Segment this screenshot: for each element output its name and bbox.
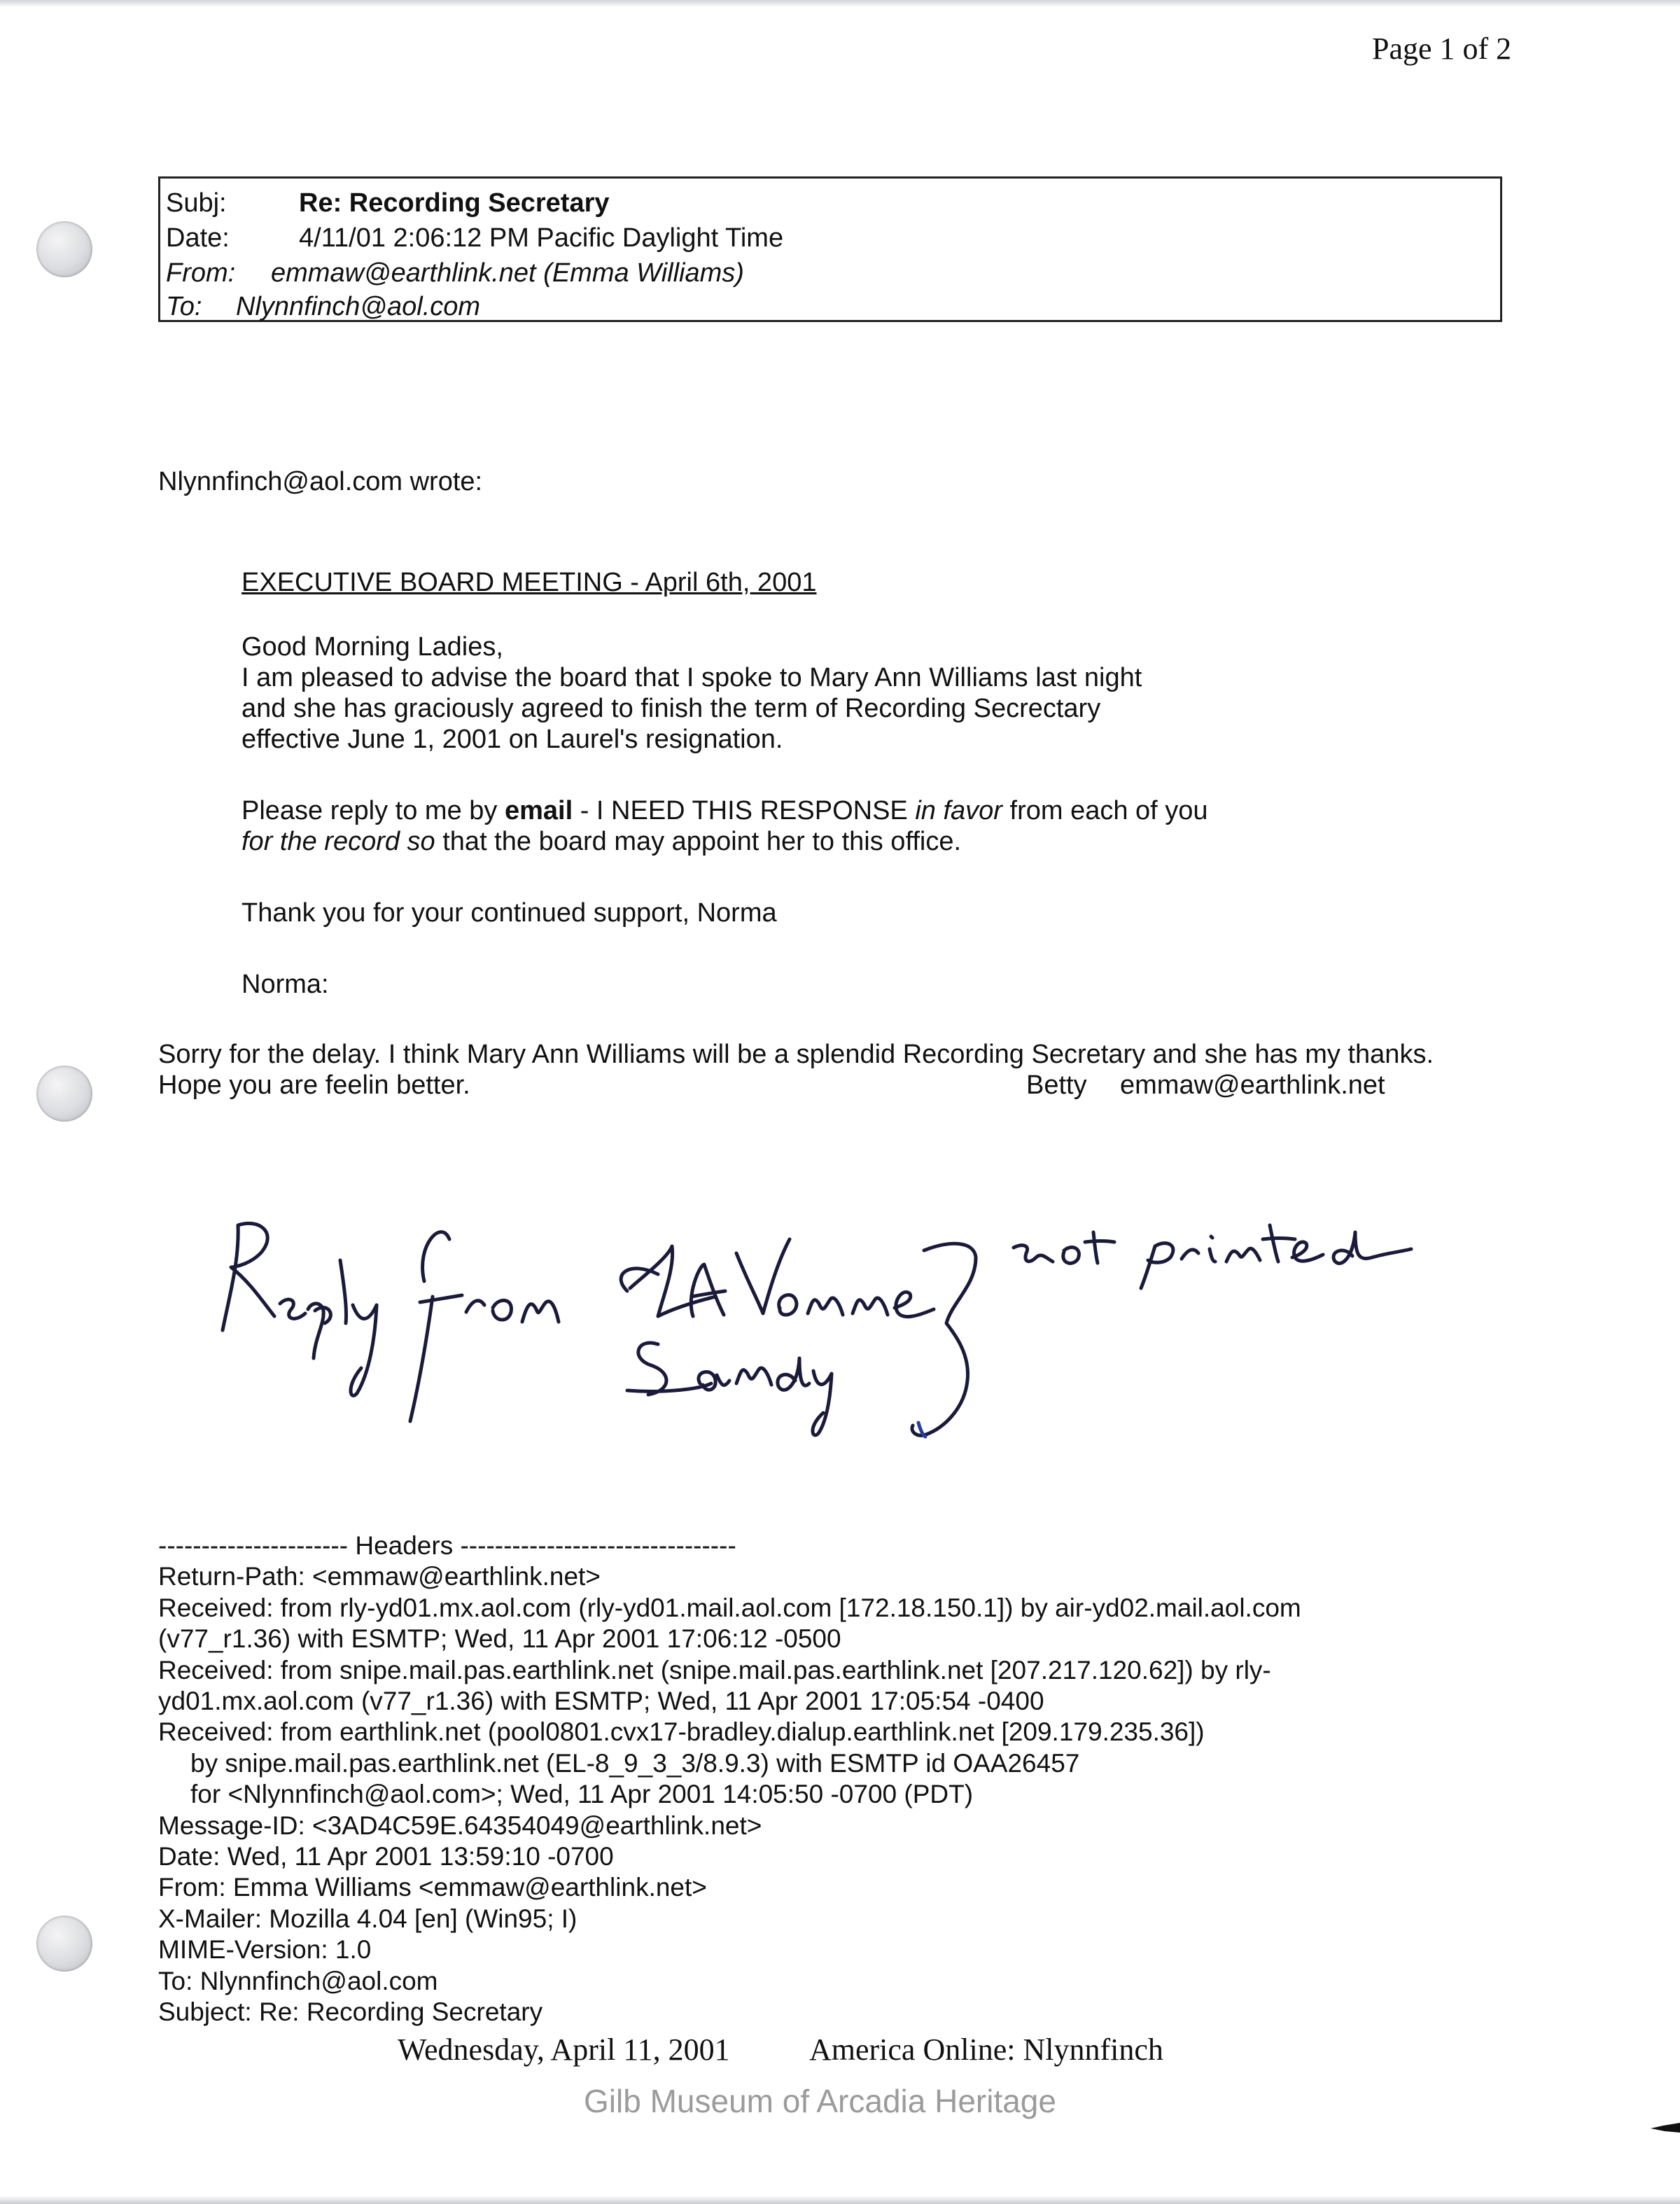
reply-signer-email: emmaw@earthlink.net (1120, 1070, 1385, 1100)
to-label: To: (166, 292, 202, 321)
from-value: emmaw@earthlink.net (Emma Williams) (271, 258, 744, 288)
para2-text-e: from each of you (1002, 796, 1208, 825)
header-received-3b: by snipe.mail.pas.earthlink.net (EL-8_9_3_3/8.9.3) with ESMTP id OAA26457 (190, 1748, 1080, 1778)
thanks-line: Thank you for your continued support, Norma (241, 898, 777, 928)
header-date: Date: Wed, 11 Apr 2001 13:59:10 -0700 (158, 1842, 614, 1871)
to-row (166, 292, 480, 322)
para2-text-g: that the board may appoint her to this office. (435, 827, 962, 856)
subject-label: Subj: (166, 188, 227, 218)
handwritten-note (210, 1218, 1442, 1456)
from-row (166, 258, 744, 288)
greeting: Good Morning Ladies, (241, 632, 503, 662)
header-from: From: Emma Williams <emmaw@earthlink.net> (158, 1873, 707, 1902)
date-row (166, 223, 783, 253)
header-received-1a: Received: from rly-yd01.mx.aol.com (rly-yd01.mail.aol.com [172.18.150.1]) by air-yd02.mail.aol.com (158, 1593, 1301, 1622)
para1-line1: I am pleased to advise the board that I spoke to Mary Ann Williams last night (241, 663, 1142, 692)
reply-signer: Betty (1026, 1070, 1087, 1100)
footer-date: Wednesday, April 11, 2001 (398, 2032, 730, 2067)
para2-line1 (241, 795, 1208, 826)
punch-hole-bottom (36, 1916, 92, 1972)
header-subject: Subject: Re: Recording Secretary (158, 1997, 543, 2027)
scan-top-edge (0, 0, 1680, 7)
punch-hole-middle (36, 1066, 92, 1122)
scan-bottom-edge (0, 2196, 1680, 2204)
header-received-3a: Received: from earthlink.net (pool0801.cvx17-bradley.dialup.earthlink.net [209.179.235.36]) (158, 1717, 1205, 1747)
quote-intro: Nlynnfinch@aol.com wrote: (158, 467, 483, 496)
raw-email-headers (158, 1530, 1301, 2028)
para2-in-favor: in favor (915, 796, 1002, 825)
scan-edge-mark (1649, 2121, 1680, 2134)
salutation: Norma: (241, 970, 329, 999)
reply-line2: Hope you are feelin better. (158, 1070, 470, 1100)
para1-line3: effective June 1, 2001 on Laurel's resignation. (241, 725, 783, 754)
header-message-id: Message-ID: <3AD4C59E.64354049@earthlink.net> (158, 1811, 762, 1840)
page-number: Page 1 of 2 (1372, 32, 1512, 66)
header-to: To: Nlynnfinch@aol.com (158, 1966, 438, 1995)
date-value: 4/11/01 2:06:12 PM Pacific Daylight Time (299, 223, 784, 253)
header-received-2a: Received: from snipe.mail.pas.earthlink.net (snipe.mail.pas.earthlink.net [207.217.120.62]) by rly- (158, 1655, 1271, 1685)
header-mime-version: MIME-Version: 1.0 (158, 1935, 372, 1965)
header-return-path: Return-Path: <emmaw@earthlink.net> (158, 1562, 601, 1591)
header-received-1b: (v77_r1.36) with ESMTP; Wed, 11 Apr 2001 17:06:12 -0500 (158, 1624, 841, 1654)
para2-text-a: Please reply to me by (241, 796, 505, 825)
para2-line2 (241, 826, 961, 857)
para2-email-bold: email (504, 796, 573, 825)
punch-hole-top (36, 221, 92, 277)
para2-text-c: - I NEED THIS RESPONSE (573, 796, 916, 825)
header-x-mailer: X-Mailer: Mozilla 4.04 [en] (Win95; I) (158, 1904, 578, 1933)
footer-service: America Online: Nlynnfinch (809, 2032, 1163, 2067)
to-value: Nlynnfinch@aol.com (236, 292, 481, 321)
museum-watermark: Gilb Museum of Arcadia Heritage (584, 2083, 1056, 2119)
from-label: From: (166, 258, 236, 288)
date-label: Date: (166, 223, 230, 253)
para2-for-the-record: for the record so (241, 827, 435, 856)
para1-line2: and she has graciously agreed to finish the term of Recording Secrectary (241, 694, 1101, 723)
reply-line1: Sorry for the delay. I think Mary Ann Williams will be a splendid Recording Secretary and she has my thanks. (158, 1040, 1434, 1069)
headers-divider: ---------------------- Headers -------------------------------- (158, 1531, 736, 1560)
subject-value: Re: Recording Secretary (299, 188, 610, 218)
header-received-2b: yd01.mx.aol.com (v77_r1.36) with ESMTP; Wed, 11 Apr 2001 17:05:54 -0400 (158, 1687, 1044, 1716)
meeting-title: EXECUTIVE BOARD MEETING - April 6th, 2001 (241, 568, 817, 597)
header-received-3c: for <Nlynnfinch@aol.com>; Wed, 11 Apr 2001 14:05:50 -0700 (PDT) (190, 1780, 974, 1809)
email-header-box (158, 176, 1502, 322)
subject-row (166, 188, 610, 218)
